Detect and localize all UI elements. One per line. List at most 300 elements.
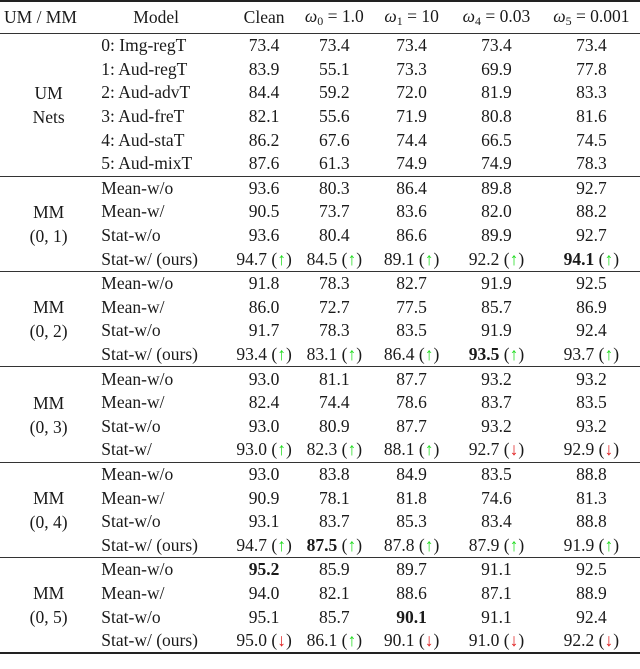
- table-body: [0, 34, 640, 654]
- value-cell: [373, 128, 450, 152]
- value: 90.1: [383, 630, 415, 651]
- value-cell: [543, 200, 640, 224]
- group-label-line1: MM: [33, 392, 65, 413]
- value: 92.2: [563, 630, 595, 651]
- value: 91.0: [468, 630, 500, 651]
- value: 92.4: [576, 606, 607, 627]
- model-name: Stat-w/: [101, 439, 152, 460]
- value-cell: [450, 58, 543, 82]
- value-cell: [296, 81, 373, 105]
- header-group: UM / MM: [4, 7, 77, 27]
- value: 85.7: [319, 606, 350, 627]
- value-cell: [233, 533, 296, 557]
- value: 86.4: [396, 177, 427, 198]
- value-cell: [296, 462, 373, 486]
- value-cell: [543, 176, 640, 200]
- arrow-up-icon: (↑): [337, 248, 363, 269]
- arrow-up-icon: (↑): [337, 630, 363, 651]
- arrow-down-icon: (↓): [414, 630, 440, 651]
- value-cell: [450, 415, 543, 439]
- model-name: 0: Img-regT: [101, 35, 187, 56]
- value-cell: [450, 200, 543, 224]
- value: 93.2: [481, 368, 512, 389]
- value-cell: [233, 462, 296, 486]
- value-cell: [373, 224, 450, 248]
- value: 95.2: [248, 559, 280, 580]
- value-cell: [450, 462, 543, 486]
- value: 88.6: [396, 582, 427, 603]
- value-cell: [296, 152, 373, 176]
- group-label: [0, 367, 97, 462]
- value: 87.1: [481, 582, 512, 603]
- value-cell: [543, 319, 640, 343]
- value-cell: [296, 296, 373, 320]
- value-cell: [373, 510, 450, 534]
- value-cell: [296, 486, 373, 510]
- value-cell: [543, 152, 640, 176]
- value: 88.1: [383, 439, 415, 460]
- value: 69.9: [481, 58, 512, 79]
- value: 94.1: [563, 248, 595, 269]
- value-cell: [543, 58, 640, 82]
- value-cell: [450, 128, 543, 152]
- value: 87.8: [383, 534, 415, 555]
- header-clean: Clean: [243, 7, 285, 27]
- value: 87.5: [306, 534, 338, 555]
- value-cell: [233, 510, 296, 534]
- value-cell: [450, 176, 543, 200]
- header-w1: $\omega_1 = 10$: [384, 6, 439, 28]
- arrow-up-icon: (↑): [414, 248, 440, 269]
- value: 81.9: [481, 82, 512, 103]
- value: 80.9: [319, 415, 350, 436]
- value: 88.2: [576, 201, 607, 222]
- value-cell: [233, 58, 296, 82]
- value-cell: [373, 367, 450, 391]
- value: 90.1: [396, 606, 427, 627]
- value: 92.7: [576, 225, 607, 246]
- value-cell: [373, 486, 450, 510]
- value-cell: [233, 247, 296, 271]
- value: 92.7: [468, 439, 500, 460]
- value-cell: [233, 200, 296, 224]
- value: 92.4: [576, 320, 607, 341]
- arrow-up-icon: (↑): [594, 344, 620, 365]
- value: 93.0: [248, 415, 280, 436]
- value: 94.7: [236, 248, 268, 269]
- value-cell: [296, 533, 373, 557]
- value-cell: [233, 343, 296, 367]
- value: 95.1: [248, 606, 280, 627]
- model-name: Mean-w/: [101, 487, 165, 508]
- model-name: 2: Aud-advT: [101, 82, 191, 103]
- value: 92.5: [576, 559, 607, 580]
- value: 84.9: [396, 463, 427, 484]
- value: 91.1: [481, 559, 512, 580]
- value: 72.7: [319, 296, 350, 317]
- value: 89.9: [481, 225, 512, 246]
- value-cell: [373, 271, 450, 295]
- group-label: [0, 176, 97, 271]
- value: 83.7: [319, 511, 350, 532]
- value: 67.6: [319, 129, 350, 150]
- value-cell: [373, 462, 450, 486]
- model-name: Mean-w/o: [101, 559, 174, 580]
- value: 59.2: [319, 82, 350, 103]
- value-cell: [450, 533, 543, 557]
- header-row: [0, 1, 640, 34]
- model-name: Stat-w/o: [101, 511, 161, 532]
- value: 93.0: [248, 368, 280, 389]
- value-cell: [233, 391, 296, 415]
- value: 92.7: [576, 177, 607, 198]
- model-name: Stat-w/o: [101, 415, 161, 436]
- value-cell: [373, 58, 450, 82]
- value-cell: [373, 415, 450, 439]
- group-label-line1: MM: [33, 583, 65, 604]
- value: 74.4: [319, 392, 350, 413]
- value: 93.0: [248, 463, 280, 484]
- value: 90.5: [248, 201, 280, 222]
- value-cell: [373, 391, 450, 415]
- model-name: Stat-w/ (ours): [101, 630, 198, 651]
- value: 73.4: [576, 35, 607, 56]
- value-cell: [296, 343, 373, 367]
- value-cell: [296, 224, 373, 248]
- value: 86.4: [383, 344, 415, 365]
- value: 94.0: [248, 582, 280, 603]
- group-label-line2: (0, 5): [29, 607, 68, 628]
- arrow-down-icon: (↓): [499, 630, 525, 651]
- value-cell: [543, 533, 640, 557]
- arrow-up-icon: (↑): [414, 344, 440, 365]
- arrow-up-icon: (↑): [337, 439, 363, 460]
- value: 73.7: [319, 201, 350, 222]
- value-cell: [233, 105, 296, 129]
- value-cell: [233, 224, 296, 248]
- value: 66.5: [481, 129, 512, 150]
- value-cell: [373, 582, 450, 606]
- value: 84.5: [306, 248, 338, 269]
- model-name: Mean-w/: [101, 392, 165, 413]
- table-row: [0, 271, 640, 295]
- value-cell: [233, 438, 296, 462]
- value: 88.8: [576, 511, 607, 532]
- value: 93.6: [248, 177, 280, 198]
- value: 86.6: [396, 225, 427, 246]
- group-label: [0, 558, 97, 654]
- table-row: [0, 462, 640, 486]
- value: 93.1: [248, 511, 280, 532]
- value-cell: [543, 605, 640, 629]
- value-cell: [296, 415, 373, 439]
- value: 83.3: [576, 82, 607, 103]
- header-model: Model: [133, 7, 179, 27]
- value-cell: [543, 438, 640, 462]
- value-cell: [373, 605, 450, 629]
- value-cell: [543, 367, 640, 391]
- group-label-line1: MM: [33, 297, 65, 318]
- arrow-up-icon: (↑): [594, 534, 620, 555]
- value-cell: [296, 582, 373, 606]
- group-label-line2: (0, 2): [29, 321, 68, 342]
- value: 82.3: [306, 439, 338, 460]
- value-cell: [543, 415, 640, 439]
- value-cell: [296, 438, 373, 462]
- value-cell: [450, 224, 543, 248]
- value-cell: [296, 367, 373, 391]
- value: 78.6: [396, 392, 427, 413]
- value: 74.9: [481, 153, 512, 174]
- arrow-up-icon: (↑): [414, 534, 440, 555]
- model-name: Stat-w/o: [101, 225, 161, 246]
- value: 83.4: [481, 511, 512, 532]
- header-w4: $\omega_4 = 0.03$: [462, 6, 531, 28]
- value-cell: [233, 582, 296, 606]
- value: 74.4: [396, 129, 427, 150]
- arrow-up-icon: (↑): [337, 344, 363, 365]
- value-cell: [543, 271, 640, 295]
- arrow-up-icon: (↑): [499, 534, 525, 555]
- value-cell: [543, 391, 640, 415]
- value-cell: [296, 391, 373, 415]
- value: 83.5: [396, 320, 427, 341]
- value-cell: [450, 247, 543, 271]
- value: 83.9: [248, 58, 280, 79]
- value: 88.8: [576, 463, 607, 484]
- value-cell: [296, 34, 373, 58]
- value-cell: [296, 629, 373, 654]
- value-cell: [543, 34, 640, 58]
- value: 80.3: [319, 177, 350, 198]
- value: 61.3: [319, 153, 350, 174]
- value-cell: [296, 510, 373, 534]
- value-cell: [450, 343, 543, 367]
- value: 55.1: [319, 58, 350, 79]
- value-cell: [450, 105, 543, 129]
- value-cell: [296, 558, 373, 582]
- value-cell: [373, 319, 450, 343]
- value-cell: [296, 58, 373, 82]
- model-name: 4: Aud-staT: [101, 129, 185, 150]
- table-row: [0, 367, 640, 391]
- value-cell: [450, 510, 543, 534]
- value-cell: [233, 296, 296, 320]
- table-row: [0, 34, 640, 58]
- arrow-down-icon: (↓): [594, 630, 620, 651]
- value: 78.3: [319, 273, 350, 294]
- value: 73.4: [396, 35, 427, 56]
- value-cell: [450, 582, 543, 606]
- arrow-up-icon: (↑): [499, 248, 525, 269]
- value: 87.7: [396, 415, 427, 436]
- value-cell: [373, 296, 450, 320]
- value: 74.6: [481, 487, 512, 508]
- value-cell: [233, 415, 296, 439]
- value-cell: [373, 176, 450, 200]
- value-cell: [373, 34, 450, 58]
- value: 82.7: [396, 273, 427, 294]
- model-name: Stat-w/ (ours): [101, 534, 198, 555]
- value: 93.2: [576, 415, 607, 436]
- value-cell: [543, 558, 640, 582]
- group-label-line2: (0, 1): [29, 225, 68, 246]
- value: 81.8: [396, 487, 427, 508]
- value: 92.2: [468, 248, 500, 269]
- value-cell: [450, 629, 543, 654]
- model-name: 5: Aud-mixT: [101, 153, 193, 174]
- value: 82.1: [319, 582, 350, 603]
- value: 91.9: [481, 320, 512, 341]
- value-cell: [543, 462, 640, 486]
- value-cell: [450, 319, 543, 343]
- value-cell: [543, 224, 640, 248]
- value-cell: [373, 558, 450, 582]
- value: 83.6: [396, 201, 427, 222]
- value: 85.9: [319, 559, 350, 580]
- value: 93.6: [248, 225, 280, 246]
- value: 82.1: [248, 106, 280, 127]
- value: 86.0: [248, 296, 280, 317]
- arrow-up-icon: (↑): [337, 534, 363, 555]
- value: 77.5: [396, 296, 427, 317]
- value: 91.1: [481, 606, 512, 627]
- group-label: [0, 462, 97, 557]
- value: 78.3: [576, 153, 607, 174]
- value-cell: [373, 438, 450, 462]
- value: 90.9: [248, 487, 280, 508]
- value-cell: [543, 486, 640, 510]
- value: 88.9: [576, 582, 607, 603]
- value: 81.1: [319, 368, 350, 389]
- value: 93.0: [236, 439, 268, 460]
- value: 81.6: [576, 106, 607, 127]
- value: 81.3: [576, 487, 607, 508]
- value: 80.4: [319, 225, 350, 246]
- value: 82.4: [248, 392, 280, 413]
- value-cell: [296, 105, 373, 129]
- value-cell: [450, 81, 543, 105]
- group-label-line2: (0, 4): [29, 511, 68, 532]
- model-name: Mean-w/: [101, 201, 165, 222]
- value: 78.3: [319, 320, 350, 341]
- value-cell: [450, 438, 543, 462]
- value-cell: [233, 558, 296, 582]
- group-label-line1: MM: [33, 201, 65, 222]
- value: 87.6: [248, 153, 280, 174]
- value: 85.7: [481, 296, 512, 317]
- value: 84.4: [248, 82, 280, 103]
- arrow-up-icon: (↑): [267, 439, 292, 460]
- model-name: Stat-w/o: [101, 606, 161, 627]
- value-cell: [543, 81, 640, 105]
- value: 95.0: [236, 630, 268, 651]
- model-name: Mean-w/o: [101, 368, 174, 389]
- value: 93.7: [563, 344, 595, 365]
- group-label-line1: MM: [33, 487, 65, 508]
- model-name: 1: Aud-regT: [101, 58, 188, 79]
- value-cell: [543, 629, 640, 654]
- value-cell: [373, 247, 450, 271]
- arrow-up-icon: (↑): [267, 534, 292, 555]
- value: 89.8: [481, 177, 512, 198]
- value-cell: [373, 533, 450, 557]
- model-name: Mean-w/: [101, 296, 165, 317]
- value-cell: [450, 486, 543, 510]
- value-cell: [450, 296, 543, 320]
- table-row: [0, 558, 640, 582]
- value: 92.9: [563, 439, 595, 460]
- value-cell: [450, 367, 543, 391]
- arrow-up-icon: (↑): [594, 248, 620, 269]
- model-name: Stat-w/ (ours): [101, 248, 198, 269]
- value: 77.8: [576, 58, 607, 79]
- value: 91.8: [248, 273, 280, 294]
- value: 91.9: [563, 534, 595, 555]
- arrow-down-icon: (↓): [267, 630, 292, 651]
- value: 92.5: [576, 273, 607, 294]
- value: 93.2: [576, 368, 607, 389]
- value-cell: [373, 152, 450, 176]
- value: 93.5: [468, 344, 500, 365]
- value: 86.9: [576, 296, 607, 317]
- value: 73.4: [319, 35, 350, 56]
- value-cell: [543, 128, 640, 152]
- value: 82.0: [481, 201, 512, 222]
- arrow-down-icon: (↓): [594, 439, 620, 460]
- arrow-up-icon: (↑): [267, 248, 292, 269]
- value-cell: [233, 486, 296, 510]
- value: 71.9: [396, 106, 427, 127]
- header-w0: $\omega_0 = 1.0$: [304, 6, 364, 28]
- value: 94.7: [236, 534, 268, 555]
- value: 86.2: [248, 129, 280, 150]
- group-label-line2: (0, 3): [29, 416, 68, 437]
- value-cell: [450, 605, 543, 629]
- value-cell: [296, 128, 373, 152]
- value: 83.7: [481, 392, 512, 413]
- value-cell: [543, 510, 640, 534]
- value: 89.7: [396, 559, 427, 580]
- arrow-up-icon: (↑): [499, 344, 525, 365]
- value-cell: [543, 296, 640, 320]
- value-cell: [296, 176, 373, 200]
- value: 91.9: [481, 273, 512, 294]
- model-name: Stat-w/ (ours): [101, 344, 198, 365]
- value-cell: [296, 271, 373, 295]
- value: 85.3: [396, 511, 427, 532]
- value-cell: [296, 319, 373, 343]
- group-label-line2: Nets: [32, 106, 65, 127]
- value: 93.2: [481, 415, 512, 436]
- model-name: Stat-w/o: [101, 320, 161, 341]
- value: 73.4: [481, 35, 512, 56]
- value-cell: [296, 605, 373, 629]
- value-cell: [543, 105, 640, 129]
- value-cell: [233, 128, 296, 152]
- value: 89.1: [383, 248, 415, 269]
- value: 72.0: [396, 82, 427, 103]
- value-cell: [233, 629, 296, 654]
- value-cell: [373, 629, 450, 654]
- value-cell: [450, 391, 543, 415]
- model-name: Mean-w/: [101, 582, 165, 603]
- value: 55.6: [319, 106, 350, 127]
- value: 83.5: [576, 392, 607, 413]
- arrow-up-icon: (↑): [267, 344, 292, 365]
- value: 93.4: [236, 344, 268, 365]
- value: 74.9: [396, 153, 427, 174]
